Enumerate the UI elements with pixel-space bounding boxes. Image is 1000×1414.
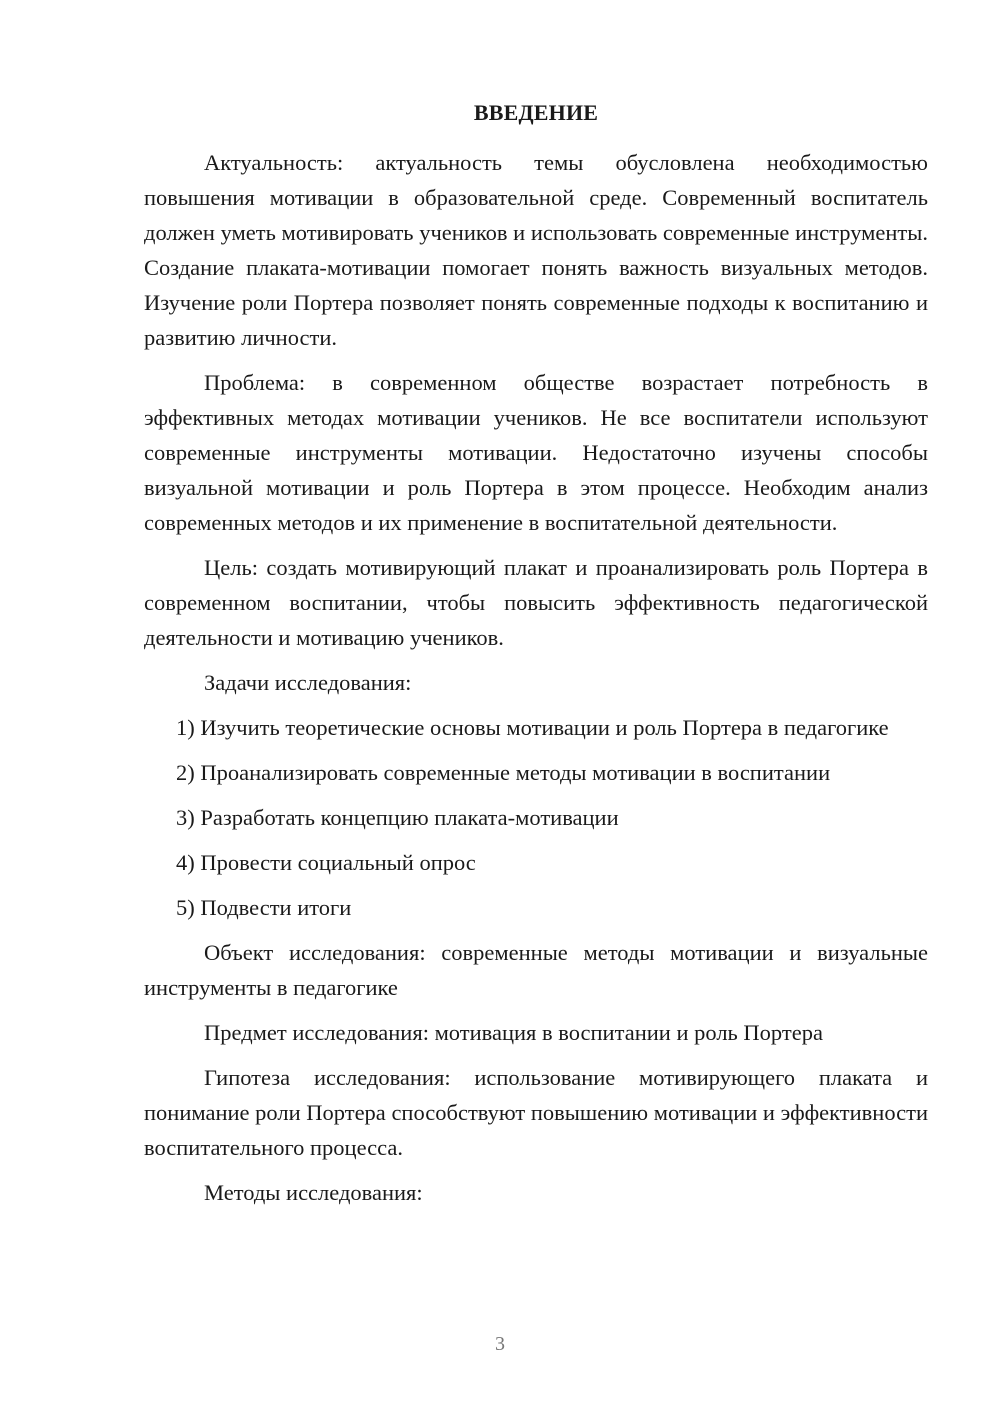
paragraph-subject: Предмет исследования: мотивация в воспитании и роль Портера — [204, 1020, 823, 1045]
page-number: 3 — [495, 1333, 505, 1355]
paragraph-problem: Проблема: в современном обществе возрастает потребность в эффективных методах мотивации учеников. Не все воспитатели используют современные инструменты мотивации. Недостаточно изучены способы визуальной мотивации и роль Портера в этом процессе. Необходим анализ современных методов и их применение в воспитательной деятельности. — [144, 370, 928, 535]
document-page — [144, 95, 928, 1220]
tasks-list — [144, 710, 928, 925]
paragraph-goal: Цель: создать мотивирующий плакат и проанализировать роль Портера в современном воспитании, чтобы повысить эффективность педагогической деятельности и мотивацию учеников. — [144, 555, 928, 650]
list-item: 3) Разработать концепцию плаката-мотивации — [176, 805, 619, 830]
paragraph-relevance: Актуальность: актуальность темы обусловлена необходимостью повышения мотивации в образовательной среде. Современный воспитатель должен уметь мотивировать учеников и использовать современные инструменты. Создание плаката-мотивации помогает понять важность визуальных методов. Изучение роли Портера позволяет понять современные подходы к воспитанию и развитию личности. — [144, 150, 928, 350]
tasks-heading: Задачи исследования: — [204, 670, 412, 695]
section-title: ВВЕДЕНИЕ — [473, 100, 599, 125]
list-item: 4) Провести социальный опрос — [176, 850, 476, 875]
methods-heading: Методы исследования: — [204, 1180, 423, 1205]
list-item: 2) Проанализировать современные методы мотивации в воспитании — [176, 760, 831, 785]
list-item: 5) Подвести итоги — [176, 895, 352, 920]
list-item: 1) Изучить теоретические основы мотивации и роль Портера в педагогике — [176, 715, 889, 740]
paragraph-hypothesis: Гипотеза исследования: использование мотивирующего плаката и понимание роли Портера способствуют повышению мотивации и эффективности воспитательного процесса. — [144, 1065, 928, 1160]
paragraph-object: Объект исследования: современные методы мотивации и визуальные инструменты в педагогике — [144, 940, 928, 1000]
